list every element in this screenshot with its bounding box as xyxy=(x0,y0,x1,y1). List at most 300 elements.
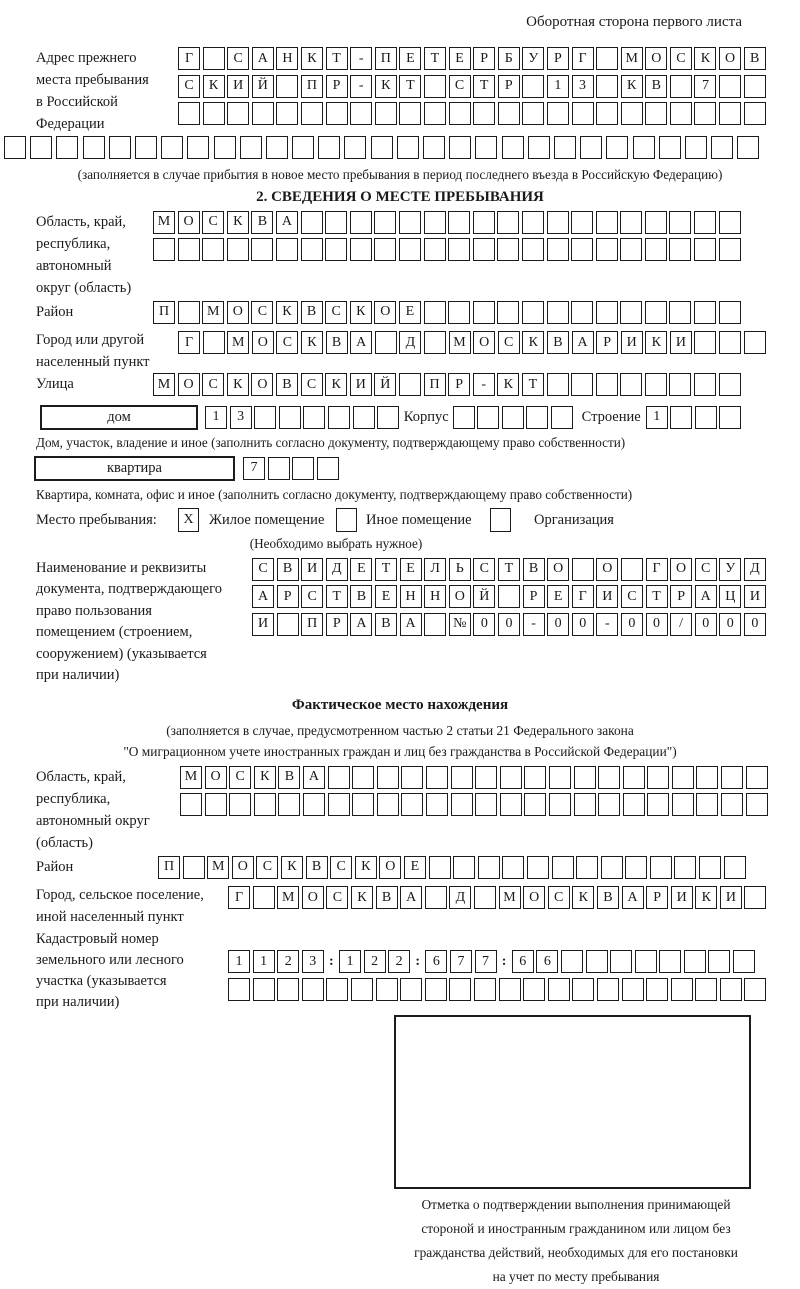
checkbox-organization[interactable] xyxy=(490,508,511,532)
blank-cell[interactable] xyxy=(580,136,602,159)
blank-cell[interactable] xyxy=(633,136,655,159)
char-cell[interactable]: А xyxy=(622,886,644,909)
prev-address-row-4[interactable] xyxy=(4,136,800,159)
blank-cell[interactable] xyxy=(473,211,495,234)
blank-cell[interactable] xyxy=(344,136,366,159)
char-cell[interactable]: О xyxy=(596,558,618,581)
char-cell[interactable]: / xyxy=(670,613,692,636)
blank-cell[interactable] xyxy=(109,136,131,159)
char-cell[interactable]: Е xyxy=(399,301,421,324)
blank-cell[interactable] xyxy=(325,238,347,261)
blank-cell[interactable] xyxy=(252,102,274,125)
blank-cell[interactable] xyxy=(596,238,618,261)
char-cell[interactable]: С xyxy=(325,301,347,324)
char-cell[interactable]: Е xyxy=(404,856,426,879)
blank-cell[interactable] xyxy=(522,301,544,324)
blank-cell[interactable] xyxy=(708,950,730,973)
blank-cell[interactable] xyxy=(377,793,399,816)
blank-cell[interactable] xyxy=(451,793,473,816)
char-cell[interactable]: Т xyxy=(498,558,520,581)
char-cell[interactable]: Т xyxy=(424,47,446,70)
blank-cell[interactable] xyxy=(598,793,620,816)
char-cell[interactable]: С xyxy=(548,886,570,909)
blank-cell[interactable] xyxy=(350,211,372,234)
blank-cell[interactable] xyxy=(451,766,473,789)
blank-cell[interactable] xyxy=(292,457,314,480)
char-cell[interactable]: 2 xyxy=(277,950,299,973)
cadastre-row-2[interactable] xyxy=(228,978,769,1001)
blank-cell[interactable] xyxy=(475,136,497,159)
char-cell[interactable]: О xyxy=(523,886,545,909)
blank-cell[interactable] xyxy=(253,886,275,909)
blank-cell[interactable] xyxy=(647,766,669,789)
blank-cell[interactable] xyxy=(473,301,495,324)
blank-cell[interactable] xyxy=(571,238,593,261)
blank-cell[interactable] xyxy=(684,950,706,973)
char-cell[interactable]: К xyxy=(301,47,323,70)
blank-cell[interactable] xyxy=(229,793,251,816)
blank-cell[interactable] xyxy=(572,102,594,125)
char-cell[interactable]: О xyxy=(252,331,274,354)
char-cell[interactable]: № xyxy=(449,613,471,636)
char-cell[interactable]: К xyxy=(281,856,303,879)
blank-cell[interactable] xyxy=(547,373,569,396)
blank-cell[interactable] xyxy=(596,47,618,70)
char-cell[interactable]: Р xyxy=(547,47,569,70)
blank-cell[interactable] xyxy=(719,301,741,324)
blank-cell[interactable] xyxy=(350,102,372,125)
char-cell[interactable]: В xyxy=(645,75,667,98)
blank-cell[interactable] xyxy=(425,978,447,1001)
blank-cell[interactable] xyxy=(4,136,26,159)
char-cell[interactable]: К xyxy=(227,373,249,396)
char-cell[interactable]: 3 xyxy=(572,75,594,98)
char-cell[interactable]: К xyxy=(254,766,276,789)
char-cell[interactable]: Т xyxy=(326,585,348,608)
char-cell[interactable]: С xyxy=(229,766,251,789)
char-cell[interactable]: 1 xyxy=(547,75,569,98)
char-cell[interactable]: С xyxy=(473,558,495,581)
blank-cell[interactable] xyxy=(276,102,298,125)
char-cell[interactable]: 6 xyxy=(536,950,558,973)
char-cell[interactable]: В xyxy=(276,373,298,396)
blank-cell[interactable] xyxy=(475,766,497,789)
char-cell[interactable]: 2 xyxy=(388,950,410,973)
blank-cell[interactable] xyxy=(474,978,496,1001)
char-cell[interactable]: В xyxy=(301,301,323,324)
char-cell[interactable]: Е xyxy=(449,47,471,70)
char-cell[interactable]: П xyxy=(375,47,397,70)
char-cell[interactable]: С xyxy=(301,373,323,396)
char-cell[interactable]: Ь xyxy=(449,558,471,581)
blank-cell[interactable] xyxy=(328,793,350,816)
char-cell[interactable]: Д xyxy=(399,331,421,354)
char-cell[interactable]: О xyxy=(232,856,254,879)
char-cell[interactable]: А xyxy=(400,613,422,636)
blank-cell[interactable] xyxy=(650,856,672,879)
char-cell[interactable]: С xyxy=(326,886,348,909)
char-cell[interactable]: О xyxy=(178,211,200,234)
char-cell[interactable]: - xyxy=(473,373,495,396)
char-cell[interactable]: К xyxy=(645,331,667,354)
blank-cell[interactable] xyxy=(737,136,759,159)
char-cell[interactable]: М xyxy=(449,331,471,354)
char-cell[interactable]: 2 xyxy=(364,950,386,973)
blank-cell[interactable] xyxy=(721,793,743,816)
blank-cell[interactable] xyxy=(670,75,692,98)
blank-cell[interactable] xyxy=(399,102,421,125)
blank-cell[interactable] xyxy=(424,75,446,98)
char-cell[interactable]: И xyxy=(621,331,643,354)
blank-cell[interactable] xyxy=(178,301,200,324)
char-cell[interactable]: М xyxy=(202,301,224,324)
blank-cell[interactable] xyxy=(685,136,707,159)
blank-cell[interactable] xyxy=(694,238,716,261)
blank-cell[interactable] xyxy=(571,211,593,234)
blank-cell[interactable] xyxy=(694,211,716,234)
blank-cell[interactable] xyxy=(647,793,669,816)
char-cell[interactable]: В xyxy=(523,558,545,581)
blank-cell[interactable] xyxy=(278,793,300,816)
char-cell[interactable]: С xyxy=(449,75,471,98)
blank-cell[interactable] xyxy=(453,406,475,429)
char-cell[interactable]: А xyxy=(276,211,298,234)
blank-cell[interactable] xyxy=(473,238,495,261)
blank-cell[interactable] xyxy=(317,457,339,480)
blank-cell[interactable] xyxy=(527,856,549,879)
char-cell[interactable]: - xyxy=(350,47,372,70)
blank-cell[interactable] xyxy=(672,766,694,789)
char-cell[interactable]: 0 xyxy=(547,613,569,636)
char-cell[interactable]: Р xyxy=(277,585,299,608)
char-cell[interactable]: Е xyxy=(547,585,569,608)
blank-cell[interactable] xyxy=(302,978,324,1001)
char-cell[interactable]: 7 xyxy=(450,950,472,973)
blank-cell[interactable] xyxy=(425,886,447,909)
char-cell[interactable]: Р xyxy=(523,585,545,608)
char-cell[interactable]: П xyxy=(301,613,323,636)
blank-cell[interactable] xyxy=(596,102,618,125)
blank-cell[interactable] xyxy=(601,856,623,879)
char-cell[interactable]: С xyxy=(276,331,298,354)
blank-cell[interactable] xyxy=(625,856,647,879)
city-row[interactable] xyxy=(178,331,768,354)
blank-cell[interactable] xyxy=(719,331,741,354)
char-cell[interactable]: П xyxy=(424,373,446,396)
char-cell[interactable]: И xyxy=(227,75,249,98)
blank-cell[interactable] xyxy=(279,406,301,429)
char-cell[interactable]: О xyxy=(719,47,741,70)
char-cell[interactable]: Р xyxy=(326,75,348,98)
char-cell[interactable]: О xyxy=(178,373,200,396)
char-cell[interactable]: К xyxy=(375,75,397,98)
blank-cell[interactable] xyxy=(721,766,743,789)
blank-cell[interactable] xyxy=(696,766,718,789)
blank-cell[interactable] xyxy=(203,102,225,125)
blank-cell[interactable] xyxy=(671,978,693,1001)
blank-cell[interactable] xyxy=(251,238,273,261)
blank-cell[interactable] xyxy=(371,136,393,159)
blank-cell[interactable] xyxy=(711,136,733,159)
actual-region-row-2[interactable] xyxy=(180,793,770,816)
blank-cell[interactable] xyxy=(549,766,571,789)
char-cell[interactable]: 1 xyxy=(339,950,361,973)
char-cell[interactable]: В xyxy=(375,613,397,636)
blank-cell[interactable] xyxy=(620,211,642,234)
blank-cell[interactable] xyxy=(375,331,397,354)
char-cell[interactable]: - xyxy=(523,613,545,636)
blank-cell[interactable] xyxy=(203,331,225,354)
char-cell[interactable]: М xyxy=(499,886,521,909)
blank-cell[interactable] xyxy=(694,373,716,396)
char-cell[interactable]: В xyxy=(744,47,766,70)
blank-cell[interactable] xyxy=(478,856,500,879)
char-cell[interactable]: Р xyxy=(473,47,495,70)
blank-cell[interactable] xyxy=(528,136,550,159)
char-cell[interactable]: В xyxy=(277,558,299,581)
char-cell[interactable]: 1 xyxy=(253,950,275,973)
blank-cell[interactable] xyxy=(178,102,200,125)
blank-cell[interactable] xyxy=(694,301,716,324)
blank-cell[interactable] xyxy=(670,406,692,429)
blank-cell[interactable] xyxy=(622,978,644,1001)
prev-address-row-3[interactable] xyxy=(178,102,768,125)
checkbox-residential[interactable]: X xyxy=(178,508,199,532)
char-cell[interactable]: Е xyxy=(350,558,372,581)
char-cell[interactable]: Р xyxy=(646,886,668,909)
char-cell[interactable]: 7 xyxy=(694,75,716,98)
blank-cell[interactable] xyxy=(547,211,569,234)
blank-cell[interactable] xyxy=(474,886,496,909)
blank-cell[interactable] xyxy=(645,301,667,324)
char-cell[interactable]: О xyxy=(374,301,396,324)
blank-cell[interactable] xyxy=(572,558,594,581)
char-cell[interactable]: Н xyxy=(400,585,422,608)
char-cell[interactable]: 0 xyxy=(719,613,741,636)
blank-cell[interactable] xyxy=(180,793,202,816)
blank-cell[interactable] xyxy=(547,102,569,125)
blank-cell[interactable] xyxy=(276,238,298,261)
prev-address-row-2[interactable] xyxy=(178,75,768,98)
blank-cell[interactable] xyxy=(724,856,746,879)
blank-cell[interactable] xyxy=(399,211,421,234)
blank-cell[interactable] xyxy=(623,766,645,789)
blank-cell[interactable] xyxy=(83,136,105,159)
blank-cell[interactable] xyxy=(744,331,766,354)
char-cell[interactable]: О xyxy=(473,331,495,354)
char-cell[interactable]: В xyxy=(326,331,348,354)
char-cell[interactable]: В xyxy=(251,211,273,234)
char-cell[interactable]: В xyxy=(597,886,619,909)
char-cell[interactable]: К xyxy=(355,856,377,879)
blank-cell[interactable] xyxy=(694,331,716,354)
blank-cell[interactable] xyxy=(620,238,642,261)
char-cell[interactable]: С xyxy=(621,585,643,608)
blank-cell[interactable] xyxy=(571,301,593,324)
blank-cell[interactable] xyxy=(621,102,643,125)
char-cell[interactable]: В xyxy=(547,331,569,354)
blank-cell[interactable] xyxy=(498,102,520,125)
blank-cell[interactable] xyxy=(719,406,741,429)
char-cell[interactable]: С xyxy=(330,856,352,879)
blank-cell[interactable] xyxy=(744,886,766,909)
document-row-1[interactable] xyxy=(252,558,768,581)
char-cell[interactable]: А xyxy=(252,585,274,608)
blank-cell[interactable] xyxy=(453,856,475,879)
char-cell[interactable]: С xyxy=(256,856,278,879)
blank-cell[interactable] xyxy=(153,238,175,261)
blank-cell[interactable] xyxy=(376,978,398,1001)
blank-cell[interactable] xyxy=(522,75,544,98)
char-cell[interactable]: А xyxy=(572,331,594,354)
blank-cell[interactable] xyxy=(423,136,445,159)
char-cell[interactable]: 3 xyxy=(302,950,324,973)
blank-cell[interactable] xyxy=(475,793,497,816)
blank-cell[interactable] xyxy=(598,766,620,789)
char-cell[interactable]: К xyxy=(203,75,225,98)
char-cell[interactable]: Р xyxy=(498,75,520,98)
blank-cell[interactable] xyxy=(500,766,522,789)
char-cell[interactable]: К xyxy=(497,373,519,396)
blank-cell[interactable] xyxy=(500,793,522,816)
char-cell[interactable]: К xyxy=(325,373,347,396)
char-cell[interactable]: Д xyxy=(744,558,766,581)
blank-cell[interactable] xyxy=(374,238,396,261)
blank-cell[interactable] xyxy=(214,136,236,159)
blank-cell[interactable] xyxy=(547,238,569,261)
char-cell[interactable]: К xyxy=(694,47,716,70)
char-cell[interactable]: Г xyxy=(178,47,200,70)
blank-cell[interactable] xyxy=(548,978,570,1001)
blank-cell[interactable] xyxy=(720,978,742,1001)
blank-cell[interactable] xyxy=(397,136,419,159)
checkbox-other-premises[interactable] xyxy=(336,508,357,532)
blank-cell[interactable] xyxy=(522,102,544,125)
char-cell[interactable]: И xyxy=(301,558,323,581)
char-cell[interactable]: О xyxy=(449,585,471,608)
char-cell[interactable]: О xyxy=(547,558,569,581)
blank-cell[interactable] xyxy=(502,856,524,879)
char-cell[interactable]: 7 xyxy=(475,950,497,973)
blank-cell[interactable] xyxy=(502,136,524,159)
char-cell[interactable]: С xyxy=(301,585,323,608)
char-cell[interactable]: Й xyxy=(374,373,396,396)
char-cell[interactable]: Т xyxy=(326,47,348,70)
char-cell[interactable]: А xyxy=(695,585,717,608)
blank-cell[interactable] xyxy=(523,978,545,1001)
char-cell[interactable]: Л xyxy=(424,558,446,581)
blank-cell[interactable] xyxy=(645,373,667,396)
blank-cell[interactable] xyxy=(502,406,524,429)
blank-cell[interactable] xyxy=(746,766,768,789)
blank-cell[interactable] xyxy=(326,102,348,125)
blank-cell[interactable] xyxy=(635,950,657,973)
blank-cell[interactable] xyxy=(746,793,768,816)
blank-cell[interactable] xyxy=(574,766,596,789)
char-cell[interactable]: Т xyxy=(375,558,397,581)
char-cell[interactable]: О xyxy=(379,856,401,879)
actual-city-row[interactable] xyxy=(228,886,769,909)
blank-cell[interactable] xyxy=(292,136,314,159)
blank-cell[interactable] xyxy=(301,102,323,125)
blank-cell[interactable] xyxy=(426,793,448,816)
char-cell[interactable]: О xyxy=(670,558,692,581)
blank-cell[interactable] xyxy=(202,238,224,261)
char-cell[interactable]: 0 xyxy=(744,613,766,636)
blank-cell[interactable] xyxy=(719,373,741,396)
char-cell[interactable]: С xyxy=(695,558,717,581)
blank-cell[interactable] xyxy=(240,136,262,159)
char-cell[interactable]: С xyxy=(498,331,520,354)
char-cell[interactable]: Б xyxy=(498,47,520,70)
char-cell[interactable]: А xyxy=(400,886,422,909)
char-cell[interactable]: П xyxy=(153,301,175,324)
blank-cell[interactable] xyxy=(228,978,250,1001)
char-cell[interactable]: М xyxy=(153,211,175,234)
char-cell[interactable]: К xyxy=(227,211,249,234)
char-cell[interactable]: А xyxy=(303,766,325,789)
blank-cell[interactable] xyxy=(424,238,446,261)
char-cell[interactable]: К xyxy=(351,886,373,909)
blank-cell[interactable] xyxy=(318,136,340,159)
blank-cell[interactable] xyxy=(620,373,642,396)
blank-cell[interactable] xyxy=(596,211,618,234)
char-cell[interactable]: 0 xyxy=(621,613,643,636)
char-cell[interactable]: 7 xyxy=(243,457,265,480)
street-row[interactable] xyxy=(153,373,743,396)
blank-cell[interactable] xyxy=(399,238,421,261)
document-row-3[interactable] xyxy=(252,613,768,636)
char-cell[interactable]: 6 xyxy=(512,950,534,973)
blank-cell[interactable] xyxy=(554,136,576,159)
char-cell[interactable]: 0 xyxy=(572,613,594,636)
blank-cell[interactable] xyxy=(301,211,323,234)
char-cell[interactable]: М xyxy=(621,47,643,70)
char-cell[interactable]: 1 xyxy=(228,950,250,973)
char-cell[interactable]: Й xyxy=(473,585,495,608)
blank-cell[interactable] xyxy=(719,238,741,261)
char-cell[interactable]: В xyxy=(376,886,398,909)
char-cell[interactable]: Р xyxy=(326,613,348,636)
blank-cell[interactable] xyxy=(276,75,298,98)
blank-cell[interactable] xyxy=(672,793,694,816)
char-cell[interactable]: Й xyxy=(252,75,274,98)
blank-cell[interactable] xyxy=(574,793,596,816)
blank-cell[interactable] xyxy=(547,301,569,324)
blank-cell[interactable] xyxy=(426,766,448,789)
char-cell[interactable]: М xyxy=(207,856,229,879)
char-cell[interactable]: Е xyxy=(400,558,422,581)
char-cell[interactable]: П xyxy=(158,856,180,879)
apartment-cells[interactable] xyxy=(243,457,341,480)
prev-address-row-1[interactable] xyxy=(178,47,768,70)
char-cell[interactable]: - xyxy=(596,613,618,636)
blank-cell[interactable] xyxy=(205,793,227,816)
blank-cell[interactable] xyxy=(522,211,544,234)
blank-cell[interactable] xyxy=(498,585,520,608)
char-cell[interactable]: О xyxy=(302,886,324,909)
blank-cell[interactable] xyxy=(522,238,544,261)
char-cell[interactable]: И xyxy=(252,613,274,636)
blank-cell[interactable] xyxy=(497,301,519,324)
char-cell[interactable]: К xyxy=(276,301,298,324)
char-cell[interactable]: Г xyxy=(572,47,594,70)
region-row-2[interactable] xyxy=(153,238,743,261)
document-row-2[interactable] xyxy=(252,585,768,608)
blank-cell[interactable] xyxy=(646,978,668,1001)
blank-cell[interactable] xyxy=(669,238,691,261)
char-cell[interactable]: Г xyxy=(572,585,594,608)
